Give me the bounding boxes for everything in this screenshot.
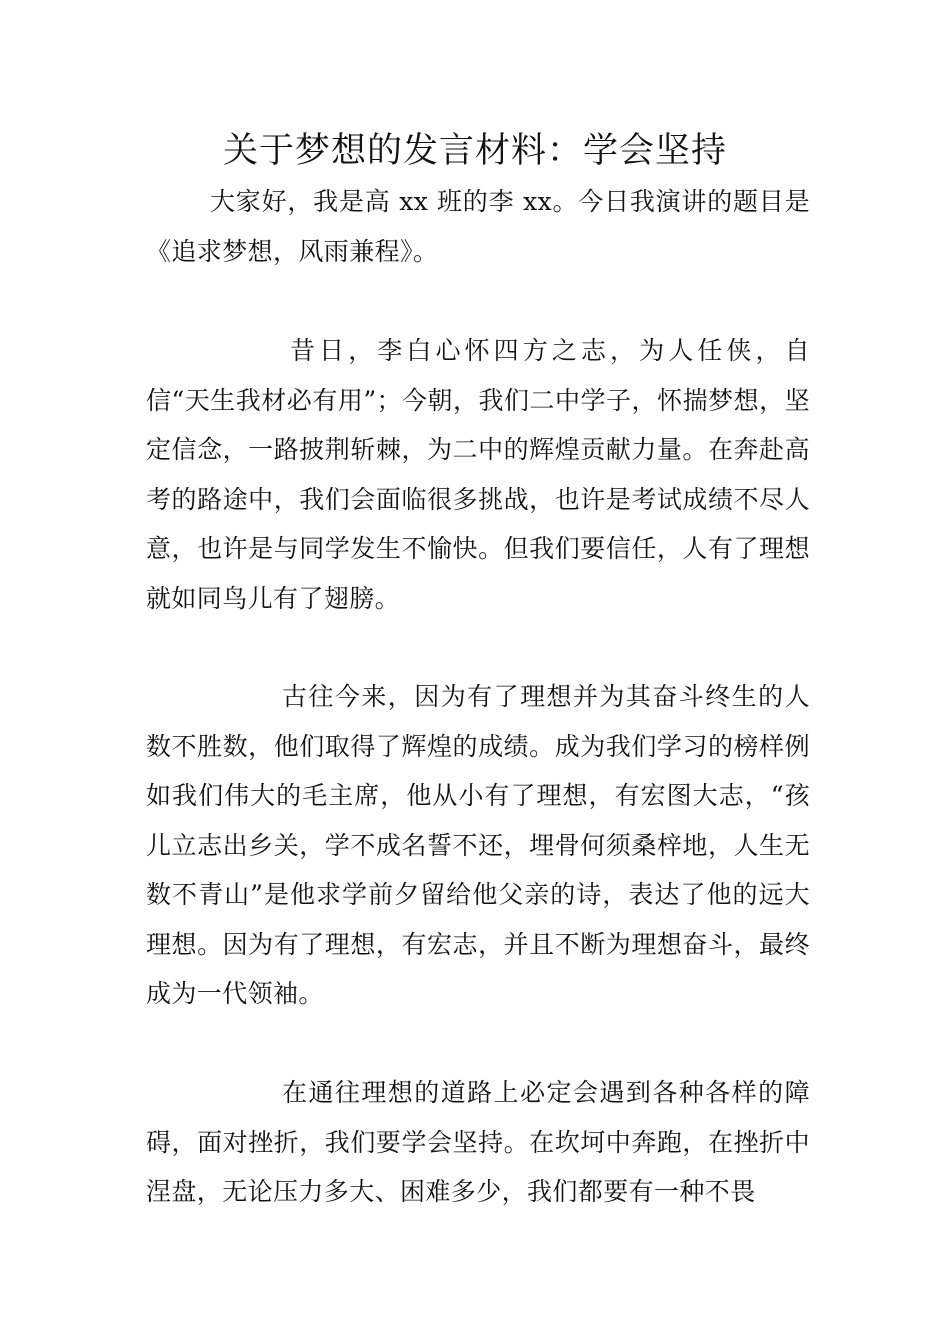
paragraph-history: 古往今来，因为有了理想并为其奋斗终生的人数不胜数，他们取得了辉煌的成绩。成为我们学习的榜样例如我们伟大的毛主席，他从小有了理想，有宏图大志，“孩儿立志出乡关，学不成名誓不还，埋骨何须桑梓地，人生无数不青山”是他求学前夕留给他父亲的诗，表达了他的远大理想。因为有了理想，有宏志，并且不断为理想奋斗，最终成为一代领袖。 bbox=[146, 682, 810, 1008]
document-title: 关于梦想的发言材料：学会坚持 bbox=[222, 131, 727, 171]
paragraph-intro: 大家好，我是高 xx 班的李 xx。今日我演讲的题目是《追求梦想，风雨兼程》。 bbox=[146, 187, 810, 266]
paragraph-li-bai: 昔日，李白心怀四方之志，为人任侠，自信“天生我材必有用”；今朝，我们二中学子，怀揣梦想，坚定信念，一路披荆斩棘，为二中的辉煌贡献力量。在奔赴高考的路途中，我们会面临很多挑战，也许是考试成绩不尽人意，也许是与同学发生不愉快。但我们要信任，人有了理想就如同鸟儿有了翅膀。 bbox=[146, 336, 810, 613]
paragraph-perseverance: 在通往理想的道路上必定会遇到各种各样的障碍，面对挫折，我们要学会坚持。在坎坷中奔跑，在挫折中涅盘，无论压力多大、困难多少，我们都要有一种不畏 bbox=[146, 1078, 810, 1206]
